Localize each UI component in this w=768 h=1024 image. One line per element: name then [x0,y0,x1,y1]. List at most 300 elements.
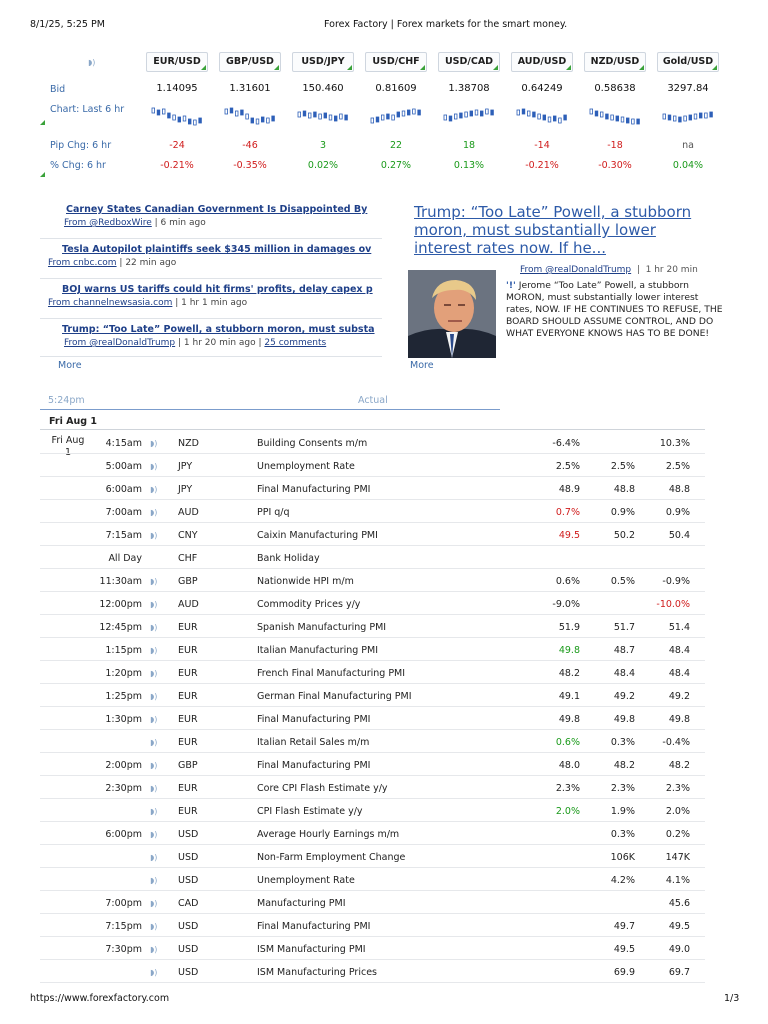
sound-icon[interactable]: ◗) [88,58,96,67]
candle [616,116,619,121]
corner-icon [40,120,45,125]
event-title[interactable]: German Final Manufacturing PMI [257,691,412,702]
pair-usd-jpy[interactable] [292,52,354,171]
calendar-row [40,914,705,937]
sound-icon[interactable]: ◗) [150,899,158,908]
candle [590,109,593,114]
sound-icon[interactable]: ◗) [150,968,158,977]
candle [256,119,259,124]
event-forecast: 49.2 [613,691,635,702]
candle [308,113,311,118]
candle [668,115,671,120]
candle [402,111,405,116]
sound-icon[interactable]: ◗) [150,623,158,632]
pair-bid: 0.81609 [375,83,417,94]
event-previous: 2.5% [665,461,690,472]
candle [183,116,186,121]
event-title[interactable]: ISM Manufacturing Prices [257,967,377,978]
event-previous: 48.4 [668,668,690,679]
candle [699,113,702,118]
date-cell: Fri Aug 1 [51,435,85,458]
news-item [40,284,384,308]
corner-icon [201,65,206,70]
pair-nzd-usd[interactable] [584,52,646,171]
sound-icon[interactable]: ◗) [150,462,158,471]
event-forecast: 0.9% [610,507,635,518]
sound-icon[interactable]: ◗) [150,531,158,540]
candle [334,116,337,121]
corner-icon [274,65,279,70]
mini-chart[interactable] [661,99,717,135]
calendar-row [40,546,705,569]
quote-icon: '!' [506,280,516,291]
pair-pct-change: -0.21% [160,160,194,171]
event-previous: 49.0 [668,944,690,955]
page-url: https://www.forexfactory.com [30,993,170,1004]
candle [543,115,546,120]
page-number: 1/3 [724,993,740,1004]
corner-icon [566,65,571,70]
calendar-row [40,477,705,500]
pair-pct-change: -0.35% [233,160,267,171]
event-time: 5:00am [105,461,142,472]
sound-icon[interactable]: ◗) [150,715,158,724]
sound-icon[interactable]: ◗) [150,853,158,862]
candle [251,118,254,123]
pair-bid: 1.31601 [229,83,271,94]
event-previous: 10.3% [659,438,690,449]
event-title[interactable]: CPI Flash Estimate y/y [257,806,363,817]
event-actual: 0.7% [555,507,580,518]
news-item [40,244,384,268]
pair-usd-chf[interactable] [365,52,427,171]
current-time: 5:24pm [48,395,85,406]
sound-icon[interactable]: ◗) [150,761,158,770]
candle [486,109,489,114]
mini-chart[interactable] [296,99,352,135]
event-currency: NZD [178,438,199,449]
candle [267,118,270,123]
candle [626,118,629,123]
pair-gold-usd[interactable] [657,52,719,171]
event-actual: 48.0 [558,760,580,771]
corner-icon [493,65,498,70]
sound-icon[interactable]: ◗) [150,439,158,448]
candle [533,112,536,117]
calendar-row [40,454,705,477]
calendar-row [40,937,705,960]
corner-icon [347,65,352,70]
event-forecast: 0.5% [610,576,635,587]
pair-aud-usd[interactable] [511,52,573,171]
event-currency: CAD [178,898,199,909]
event-currency: GBP [178,576,198,587]
candle [522,109,525,114]
pair-name: Gold/USD [662,56,714,67]
pair-tab[interactable] [365,52,427,72]
candle [152,108,155,113]
event-title[interactable]: Nationwide HPI m/m [257,576,354,587]
event-currency: EUR [178,691,198,702]
event-previous: 49.5 [668,921,690,932]
event-title[interactable]: Caixin Manufacturing PMI [257,530,378,541]
calendar-row [40,500,705,523]
event-previous: 4.1% [665,875,690,886]
event-time: 12:45pm [99,622,142,633]
candle [600,112,603,117]
featured-meta: From @realDonaldTrump | 1 hr 20 min [520,265,698,275]
event-forecast: 4.2% [610,875,635,886]
candle [559,118,562,123]
event-forecast: 0.3% [610,829,635,840]
event-title[interactable]: Average Hourly Earnings m/m [257,829,400,840]
event-currency: CNY [178,530,198,541]
news-meta: From cnbc.com | 22 min ago [48,258,177,268]
pair-pip-change: 18 [462,140,476,151]
event-actual: 2.5% [555,461,580,472]
sound-icon[interactable]: ◗) [150,784,158,793]
candle [319,114,322,119]
pair-gbp-usd[interactable] [219,52,281,171]
calendar-row [40,523,705,546]
event-title[interactable]: Italian Manufacturing PMI [257,645,379,656]
candle [449,116,452,121]
event-currency: JPY [178,484,193,495]
candle [694,114,697,119]
candle [517,110,520,115]
pair-usd-cad[interactable] [438,52,500,171]
event-forecast: 48.7 [613,645,635,656]
label-pip-change: Pip Chg: 6 hr [50,140,112,151]
event-currency: USD [178,852,199,863]
pair-tab[interactable] [511,52,573,72]
event-title[interactable]: Non-Farm Employment Change [257,852,406,863]
candle [710,112,713,117]
calendar-row [40,730,705,753]
pair-eur-usd[interactable] [146,52,208,171]
pair-pip-change: na [682,140,694,151]
mini-chart[interactable] [150,99,206,135]
pair-tab[interactable] [292,52,354,72]
candle [324,113,327,118]
calendar-row [40,799,705,822]
candle [553,116,556,121]
featured-body [506,280,726,340]
event-actual: 0.6% [555,576,580,587]
event-previous: -10.0% [656,599,690,610]
candle [371,118,374,123]
candle [230,108,233,113]
sound-icon[interactable]: ◗) [150,508,158,517]
mini-chart[interactable] [515,99,571,135]
event-previous: 48.2 [668,760,690,771]
candle [329,115,332,120]
pair-tab[interactable] [657,52,719,72]
event-actual: 48.9 [558,484,580,495]
pair-bid: 1.14095 [156,83,198,94]
pair-tab[interactable] [584,52,646,72]
news-divider [40,238,382,239]
event-previous: 147K [665,852,690,863]
event-actual: 49.8 [558,714,580,725]
event-title[interactable]: Bank Holiday [257,553,320,564]
event-previous: 49.2 [668,691,690,702]
candle [595,111,598,116]
page-title: Forex Factory | Forex markets for the smart money. [324,19,568,30]
event-forecast: 106K [610,852,635,863]
event-currency: USD [178,875,199,886]
label-chart: Chart: Last 6 hr [50,104,125,115]
event-title[interactable]: Commodity Prices y/y [257,599,361,610]
featured-headline[interactable]: Trump: “Too Late” Powell, a stubborn moron, must substantially lower interest rates now. If he... [414,203,692,257]
candle [548,117,551,122]
news-source-link[interactable]: From @realDonaldTrump [64,338,176,348]
event-title[interactable]: Spanish Manufacturing PMI [257,622,387,633]
calendar-row [40,592,705,615]
event-currency: EUR [178,622,198,633]
candle [392,115,395,120]
event-title[interactable]: Final Manufacturing PMI [257,714,371,725]
sound-icon[interactable]: ◗) [150,577,158,586]
candle [689,115,692,120]
event-currency: EUR [178,806,198,817]
corner-icon [639,65,644,70]
featured-source-link[interactable]: From @realDonaldTrump [520,265,632,275]
event-title[interactable]: Final Manufacturing PMI [257,921,371,932]
pair-tab[interactable] [219,52,281,72]
news-divider [40,356,382,357]
event-forecast: 1.9% [610,806,635,817]
event-previous: -0.9% [662,576,690,587]
news-comments-link[interactable]: 25 comments [264,338,327,348]
event-currency: USD [178,967,199,978]
news-meta: From @RedboxWire | 6 min ago [64,218,206,228]
featured-photo[interactable] [408,270,496,358]
sound-icon[interactable]: ◗) [150,830,158,839]
candle [527,111,530,116]
candle [491,110,494,115]
featured-more-link[interactable]: More [410,360,434,371]
candle [157,110,160,115]
event-currency: USD [178,921,199,932]
event-forecast: 49.8 [613,714,635,725]
event-time: 12:00pm [99,599,142,610]
sound-icon[interactable]: ◗) [150,738,158,747]
calendar-row [40,822,705,845]
pair-name: USD/CAD [444,56,494,67]
candle [376,117,379,122]
event-time: 1:20pm [105,668,142,679]
label-pct-change: % Chg: 6 hr [50,160,106,171]
news-divider [40,278,382,279]
news-age: 1 hr 20 min ago [183,338,256,348]
event-title[interactable]: Unemployment Rate [257,461,355,472]
event-previous: -0.4% [662,737,690,748]
sound-icon[interactable]: ◗) [150,646,158,655]
sound-icon[interactable]: ◗) [150,876,158,885]
news-age: 1 hr 1 min ago [181,298,248,308]
candle [407,110,410,115]
news-headline[interactable]: Trump: “Too Late” Powell, a stubborn moron, must substa [62,324,375,335]
event-currency: USD [178,829,199,840]
candle [663,114,666,119]
event-title[interactable]: Unemployment Rate [257,875,355,886]
candle [470,111,473,116]
event-time: 1:25pm [105,691,142,702]
event-time: 7:15pm [105,921,142,932]
calendar-row [40,868,705,891]
pair-bid: 1.38708 [448,83,490,94]
event-forecast: 2.5% [610,461,635,472]
event-title[interactable]: French Final Manufacturing PMI [257,668,406,679]
sound-icon[interactable]: ◗) [150,945,158,954]
event-title[interactable]: Manufacturing PMI [257,898,346,909]
mini-chart[interactable] [442,99,498,135]
sound-icon[interactable]: ◗) [150,692,158,701]
news-headline[interactable]: Tesla Autopilot plaintiffs seek $345 million in damages ov [62,244,372,255]
pair-pip-change: -18 [607,140,623,151]
sound-icon[interactable]: ◗) [150,807,158,816]
corner-icon [420,65,425,70]
event-time: 2:00pm [105,760,142,771]
sound-icon[interactable]: ◗) [150,669,158,678]
candle [632,119,635,124]
event-title[interactable]: ISM Manufacturing PMI [257,944,366,955]
candle [444,115,447,120]
event-actual: 49.1 [558,691,580,702]
print-datetime: 8/1/25, 5:25 PM [30,19,105,30]
header-line [40,409,500,410]
sound-icon[interactable]: ◗) [150,600,158,609]
calendar-row [40,707,705,730]
label-bid: Bid [50,84,66,95]
event-time: 2:30pm [105,783,142,794]
candle [679,117,682,122]
pair-bid: 0.58638 [594,83,636,94]
event-title[interactable]: Building Consents m/m [257,438,368,449]
news-source-link[interactable]: From cnbc.com [48,258,117,268]
candle [194,120,197,125]
news-age: 22 min ago [125,258,177,268]
event-actual: 49.8 [558,645,580,656]
pair-pct-change: -0.21% [525,160,559,171]
candle [272,116,275,121]
event-previous: 48.8 [668,484,690,495]
event-title[interactable]: Final Manufacturing PMI [257,484,371,495]
event-currency: AUD [178,507,199,518]
pair-name: USD/CHF [372,56,420,67]
calendar-row [40,638,705,661]
candle [684,116,687,121]
event-title[interactable]: PPI q/q [257,507,290,518]
event-actual: 49.5 [558,530,580,541]
event-time: 7:00am [105,507,142,518]
event-currency: EUR [178,668,198,679]
candle [199,118,202,123]
event-forecast: 49.5 [613,944,635,955]
event-forecast: 48.8 [613,484,635,495]
calendar-row [40,661,705,684]
news-more-link[interactable]: More [58,360,82,371]
event-title[interactable]: Final Manufacturing PMI [257,760,371,771]
candle [241,110,244,115]
event-previous: 0.2% [665,829,690,840]
event-actual: -9.0% [552,599,580,610]
event-currency: EUR [178,783,198,794]
candle [381,115,384,120]
candle [178,117,181,122]
candle [387,114,390,119]
pair-pct-change: 0.13% [453,160,485,171]
candle [168,113,171,118]
event-title[interactable]: Core CPI Flash Estimate y/y [257,783,388,794]
mini-chart[interactable] [588,99,644,135]
candle [162,109,165,114]
event-previous: 2.0% [665,806,690,817]
event-previous: 45.6 [668,898,690,909]
candle [611,115,614,120]
calendar-row [40,845,705,868]
event-actual: 51.9 [558,622,580,633]
sound-icon[interactable]: ◗) [150,922,158,931]
sound-icon[interactable]: ◗) [150,485,158,494]
event-time: 6:00pm [105,829,142,840]
event-time: 1:30pm [105,714,142,725]
mini-chart[interactable] [223,99,279,135]
calendar-row [40,569,705,592]
pair-name: NZD/USD [590,56,640,67]
pair-pip-change: 22 [389,140,403,151]
pair-name: EUR/USD [153,56,201,67]
candle [460,113,463,118]
event-forecast: 0.3% [610,737,635,748]
candle [480,111,483,116]
candle [246,114,249,119]
pair-tab[interactable] [146,52,208,72]
news-headline[interactable]: Carney States Canadian Government Is Disappointed By [66,204,368,215]
calendar-row [40,753,705,776]
event-currency: EUR [178,645,198,656]
event-previous: 48.4 [668,645,690,656]
event-actual: 2.3% [555,783,580,794]
event-forecast: 48.4 [613,668,635,679]
event-forecast: 49.7 [613,921,635,932]
candle [303,111,306,116]
calendar-row [40,615,705,638]
event-forecast: 51.7 [613,622,635,633]
event-previous: 69.7 [668,967,690,978]
event-time: 4:15am [105,438,142,449]
mini-chart[interactable] [369,99,425,135]
candle [538,114,541,119]
event-actual: 48.2 [558,668,580,679]
calendar-row [40,891,705,914]
featured-age: 1 hr 20 min [645,265,698,275]
news-headline[interactable]: BOJ warns US tariffs could hit firms' profits, delay capex p [62,284,373,295]
pair-bid: 0.64249 [521,83,563,94]
pair-tab[interactable] [438,52,500,72]
event-time: 7:30pm [105,944,142,955]
event-time: 6:00am [105,484,142,495]
news-source-link[interactable]: From channelnewsasia.com [48,298,173,308]
col-actual-header[interactable]: Actual [358,395,388,406]
day-header: Fri Aug 1 [40,412,705,430]
news-divider [40,318,382,319]
news-source-link[interactable]: From @RedboxWire [64,218,152,228]
candle [465,112,468,117]
event-title[interactable]: Italian Retail Sales m/m [257,737,370,748]
event-actual: 2.0% [555,806,580,817]
